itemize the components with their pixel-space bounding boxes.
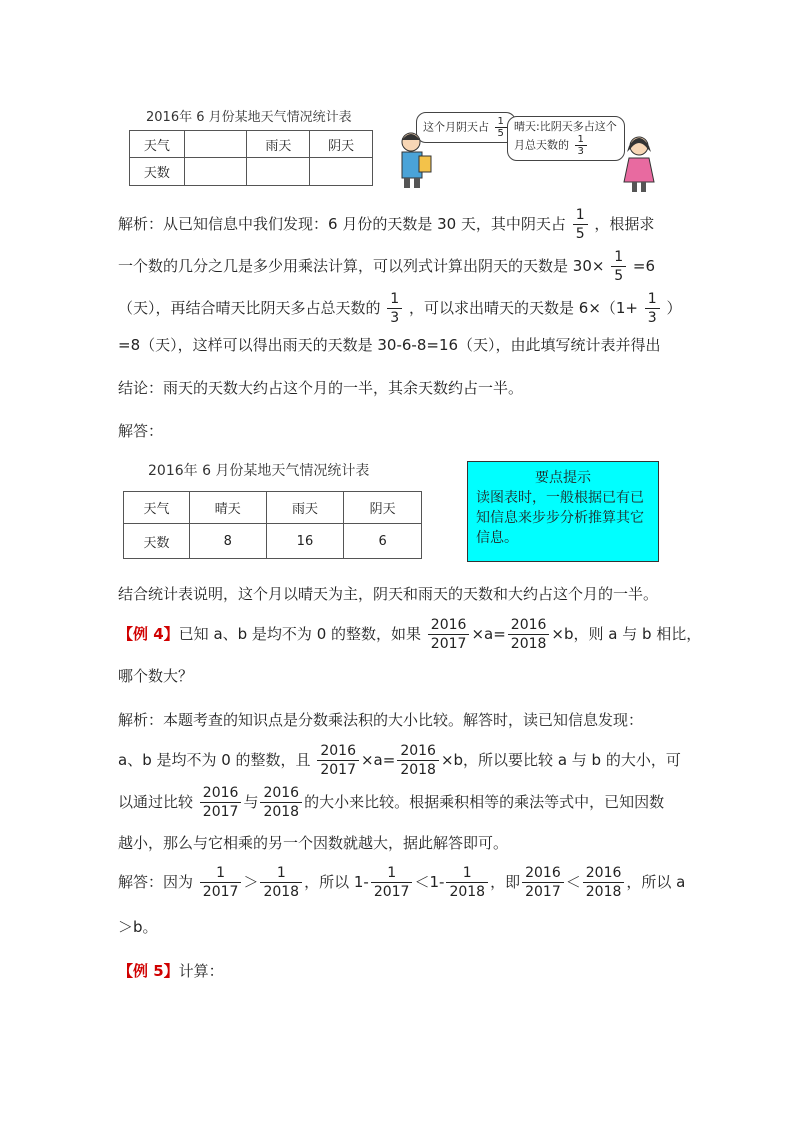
fraction	[573, 206, 588, 243]
top-weather-table	[129, 130, 373, 186]
ex4-analysis-3	[118, 784, 664, 821]
numerator: 1	[446, 864, 488, 883]
cell: 晴天	[189, 492, 266, 524]
fraction	[200, 864, 242, 901]
cell: 阴天	[310, 131, 373, 158]
cell: 阴天	[344, 492, 422, 524]
cell: 雨天	[266, 492, 344, 524]
numerator: 1	[575, 134, 587, 146]
denominator: 5	[497, 128, 504, 139]
fraction	[645, 290, 660, 327]
cell	[247, 158, 310, 186]
denominator: 2018	[400, 762, 436, 778]
text: 计算：	[178, 962, 224, 980]
ex4-solution-1	[118, 864, 685, 901]
fraction	[575, 134, 587, 157]
denominator: 3	[647, 310, 657, 326]
analysis-line-4: =8（天），这样可以得出雨天的天数是 30-6-8=16（天），由此填写统计表并得出	[118, 336, 661, 354]
bubble-text: 晴天:比阴天多占这个	[514, 120, 617, 133]
fraction	[371, 864, 413, 901]
fraction	[260, 784, 302, 821]
tip-title: 要点提示	[535, 470, 591, 486]
fraction	[495, 116, 507, 139]
cell	[310, 158, 373, 186]
cell: 天数	[130, 158, 185, 186]
text: ＞	[243, 873, 259, 891]
denominator: 2018	[263, 884, 300, 900]
numerator: 1	[645, 290, 660, 309]
denominator: 2018	[449, 884, 486, 900]
numerator: 2016	[397, 742, 439, 761]
fraction	[446, 864, 488, 901]
numerator: 2016	[583, 864, 625, 883]
cell: 天数	[124, 524, 190, 559]
denominator: 2017	[430, 636, 467, 652]
numerator: 2016	[428, 616, 470, 635]
denominator: 2018	[263, 804, 300, 820]
ex4-line-2: 哪个数大？	[118, 667, 194, 685]
ex4-analysis-2	[118, 742, 681, 779]
text: ，可以求出晴天的天数是 6×（1+	[409, 299, 638, 317]
example-tag: 【例 5】	[118, 962, 179, 980]
text: ，即	[490, 873, 521, 891]
fraction	[387, 290, 402, 327]
text: ×a=	[471, 625, 506, 643]
numerator: 1	[260, 864, 302, 883]
bubble-text: 月总天数的	[514, 138, 569, 152]
fraction	[583, 864, 625, 901]
top-table-caption: 2016年 6 月份某地天气情况统计表	[146, 110, 352, 125]
ex4-analysis-4: 越小，那么与它相乘的另一个因数就越大，据此解答即可。	[118, 834, 509, 852]
denominator: 2017	[202, 884, 239, 900]
ex5-line	[118, 961, 224, 981]
text: 一个数的几分之几是多少用乘法计算，可以列式计算出阴天的天数是 30×	[118, 257, 605, 275]
text: ＜	[565, 873, 581, 891]
text: ，所以 1-	[304, 873, 369, 891]
speech-bubble-right	[507, 116, 625, 161]
denominator: 2017	[373, 884, 410, 900]
analysis-line-5: 结论：雨天的天数大约占这个月的一半，其余天数约占一半。	[118, 379, 524, 397]
fraction	[260, 864, 302, 901]
numerator: 1	[387, 290, 402, 309]
table2-caption: 2016年 6 月份某地天气情况统计表	[148, 463, 370, 479]
boy-illustration	[393, 128, 443, 190]
numerator: 1	[200, 864, 242, 883]
text: ×b，所以要比较 a 与 b 的大小，可	[440, 751, 681, 769]
denominator: 5	[614, 268, 624, 284]
cell: 天气	[130, 131, 185, 158]
analysis-line-2	[118, 248, 655, 285]
denominator: 5	[575, 226, 585, 242]
analysis-line-3	[118, 290, 682, 327]
numerator: 1	[573, 206, 588, 225]
numerator: 1	[371, 864, 413, 883]
denominator: 2018	[510, 636, 547, 652]
fraction	[611, 248, 626, 285]
denominator: 3	[390, 310, 400, 326]
numerator: 1	[611, 248, 626, 267]
numerator: 2016	[508, 616, 550, 635]
fraction	[522, 864, 564, 901]
text: ，所以 a	[626, 873, 686, 891]
bubble-text: 这个月阴天占	[423, 120, 489, 134]
numerator: 2016	[260, 784, 302, 803]
cell: 天气	[124, 492, 190, 524]
numerator: 1	[495, 116, 507, 128]
answer-label: 解答：	[118, 422, 164, 440]
tip-body: 读图表时，一般根据已有已知信息来步步分析推算其它信息。	[476, 490, 644, 546]
text: （天），再结合晴天比阴天多占总天数的	[118, 299, 381, 317]
analysis-line-1	[118, 206, 654, 243]
text: ＜1-	[414, 873, 445, 891]
text: ，根据求	[594, 215, 655, 233]
fraction	[397, 742, 439, 779]
text: ×a=	[360, 751, 396, 769]
filled-weather-table	[123, 491, 422, 559]
example-tag: 【例 4】	[118, 625, 179, 643]
girl-illustration	[619, 132, 659, 194]
text: 解答：因为	[118, 873, 194, 891]
fraction	[200, 784, 242, 821]
ex4-solution-2: ＞b。	[118, 918, 158, 936]
cell: 8	[189, 524, 266, 559]
text: ×b，则 a 与 b 相比，	[551, 625, 702, 643]
fraction	[317, 742, 359, 779]
fraction	[508, 616, 550, 653]
fraction	[428, 616, 470, 653]
ex4-analysis-1: 解析：本题考查的知识点是分数乘法积的大小比较。解答时，读已知信息发现：	[118, 711, 644, 729]
cell	[184, 158, 247, 186]
numerator: 2016	[522, 864, 564, 883]
text: 的大小来比较。根据乘积相等的乘法等式中，已知因数	[304, 793, 665, 811]
denominator: 2018	[585, 884, 622, 900]
cell: 16	[266, 524, 344, 559]
text: a、b 是均不为 0 的整数，且	[118, 751, 311, 769]
cell	[184, 131, 247, 158]
text: =6	[632, 257, 656, 275]
denominator: 2017	[525, 884, 561, 900]
cell: 雨天	[247, 131, 310, 158]
denominator: 2017	[320, 762, 356, 778]
denominator: 3	[577, 146, 584, 157]
cell: 6	[344, 524, 422, 559]
tip-box	[467, 461, 659, 562]
numerator: 2016	[200, 784, 242, 803]
text: ）	[666, 299, 682, 317]
text: 解析：从已知信息中我们发现：6 月份的天数是 30 天，其中阴天占	[118, 215, 566, 233]
conclusion-line: 结合统计表说明，这个月以晴天为主，阴天和雨天的天数和大约占这个月的一半。	[118, 585, 659, 603]
text: 已知 a、b 是均不为 0 的整数，如果	[178, 625, 422, 643]
denominator: 2017	[202, 804, 239, 820]
numerator: 2016	[317, 742, 359, 761]
ex4-line-1	[118, 616, 701, 653]
text: 以通过比较	[118, 793, 194, 811]
text: 与	[243, 793, 259, 811]
